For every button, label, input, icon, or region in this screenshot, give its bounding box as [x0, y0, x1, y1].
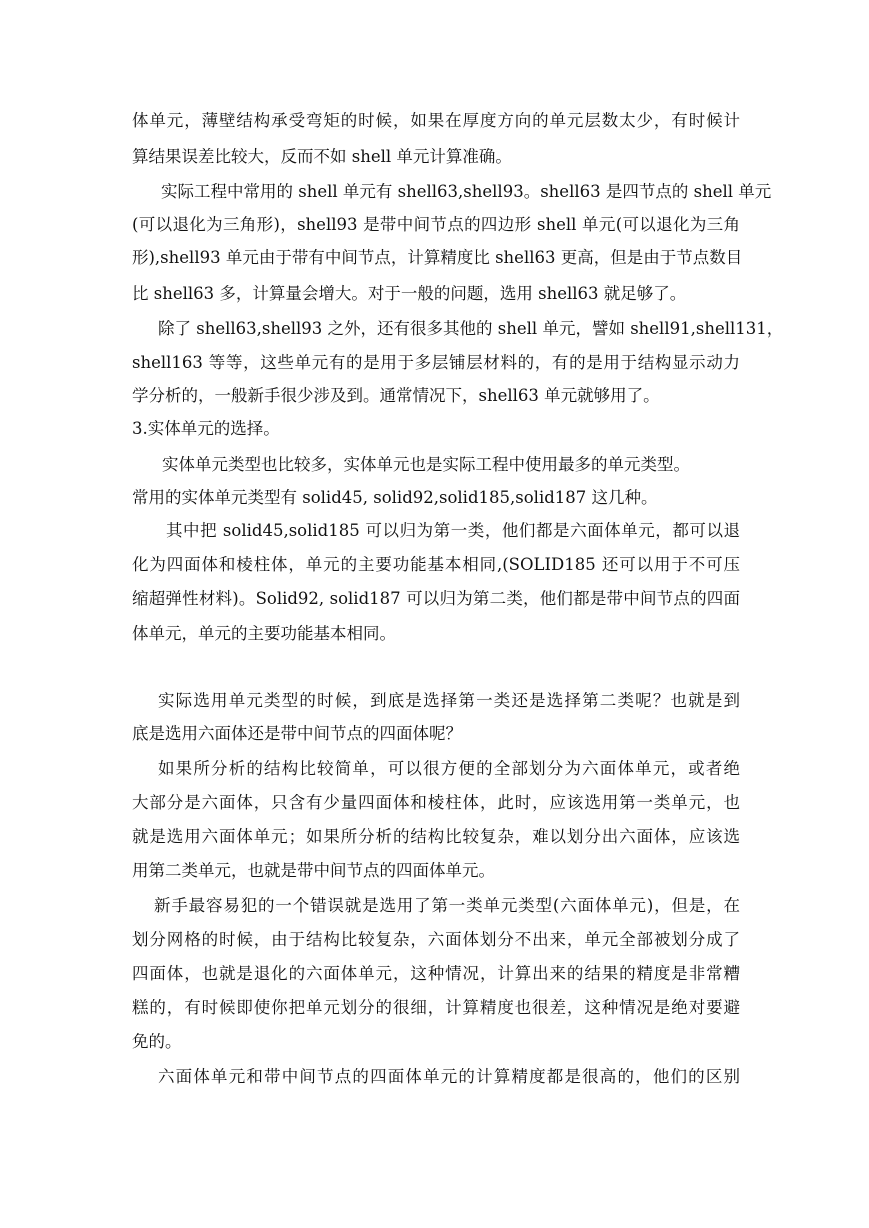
text-line: 学分析的，一般新手很少涉及到。通常情况下，shell63 单元就够用了。	[132, 386, 660, 405]
text-line: 实际工程中常用的 shell 单元有 shell63,shell93。shell63 是四节点的 shell 单元	[161, 182, 772, 201]
text-line: 免的。	[132, 1032, 182, 1051]
text-line: 比 shell63 多，计算量会增大。对于一般的问题，选用 shell63 就足够了。	[132, 284, 687, 303]
text-line: 糕的，有时候即使你把单元划分的很细，计算精度也很差，这种情况是绝对要避	[132, 998, 740, 1017]
text-line: 用第二类单元，也就是带中间节点的四面体单元。	[132, 861, 495, 880]
text-line: 算结果误差比较大，反而不如 shell 单元计算准确。	[132, 147, 512, 166]
text-line: 常用的实体单元类型有 solid45, solid92,solid185,solid187 这几种。	[132, 488, 658, 507]
text-line: 底是选用六面体还是带中间节点的四面体呢？	[132, 724, 462, 743]
text-line: 划分网格的时候，由于结构比较复杂，六面体划分不出来，单元全部被划分成了	[132, 930, 740, 949]
text-line: shell163 等等，这些单元有的是用于多层铺层材料的，有的是用于结构显示动力	[132, 353, 740, 372]
text-line: 如果所分析的结构比较简单，可以很方便的全部划分为六面体单元，或者绝	[158, 759, 740, 778]
text-line: 缩超弹性材料)。Solid92, solid187 可以归为第二类，他们都是带中间节点的四面	[132, 589, 740, 608]
text-line: 六面体单元和带中间节点的四面体单元的计算精度都是很高的，他们的区别	[158, 1067, 740, 1086]
text-line: 体单元，薄壁结构承受弯矩的时候，如果在厚度方向的单元层数太少，有时候计	[132, 111, 740, 130]
text-line: 新手最容易犯的一个错误就是选用了第一类单元类型(六面体单元)，但是，在	[154, 896, 740, 915]
section-heading: 3.实体单元的选择。	[132, 419, 280, 438]
text-line: 实体单元类型也比较多，实体单元也是实际工程中使用最多的单元类型。	[162, 455, 690, 474]
text-line: 就是选用六面体单元；如果所分析的结构比较复杂，难以划分出六面体，应该选	[132, 827, 740, 846]
text-line: 实际选用单元类型的时候，到底是选择第一类还是选择第二类呢？也就是到	[158, 691, 740, 710]
text-line: 体单元，单元的主要功能基本相同。	[132, 624, 396, 643]
text-line: (可以退化为三角形)，shell93 是带中间节点的四边形 shell 单元(可以退化为三角	[132, 215, 740, 234]
text-line: 大部分是六面体，只含有少量四面体和棱柱体，此时，应该选用第一类单元，也	[132, 793, 740, 812]
text-line: 四面体，也就是退化的六面体单元，这种情况，计算出来的结果的精度是非常糟	[132, 964, 740, 983]
text-line: 形),shell93 单元由于带有中间节点，计算精度比 shell63 更高，但是由于节点数目	[132, 248, 743, 267]
text-line: 化为四面体和棱柱体，单元的主要功能基本相同,(SOLID185 还可以用于不可压	[132, 555, 740, 574]
text-line: 其中把 solid45,solid185 可以归为第一类，他们都是六面体单元，都可以退	[166, 521, 740, 540]
text-line: 除了 shell63,shell93 之外，还有很多其他的 shell 单元，譬如 shell91,shell131，	[158, 319, 784, 338]
